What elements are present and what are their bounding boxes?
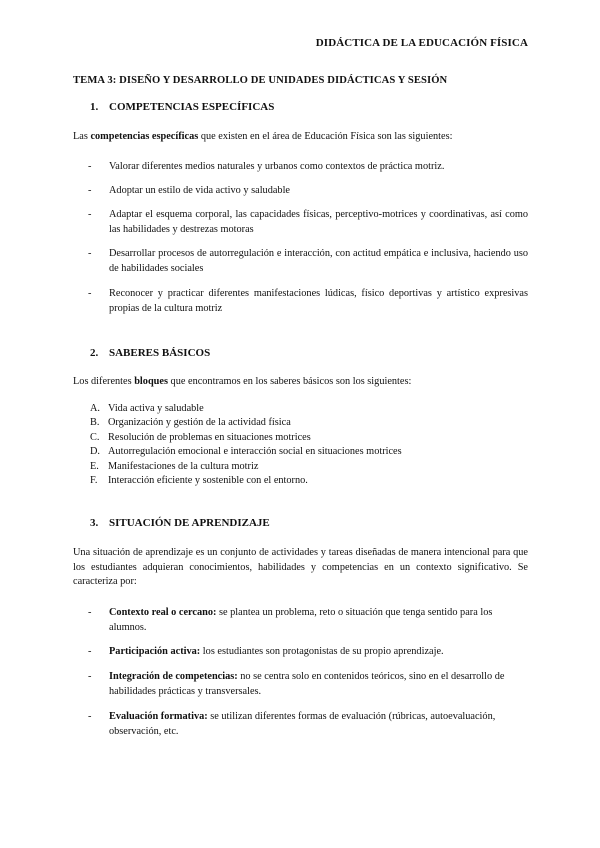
- intro-text: Las: [73, 131, 91, 142]
- section-1-number: 1.: [90, 101, 99, 113]
- section-3-title: SITUACIÓN DE APRENDIZAJE: [109, 517, 270, 529]
- section-3-heading: [90, 517, 270, 529]
- bullet-marker: -: [88, 646, 92, 657]
- running-header: DIDÁCTICA DE LA EDUCACIÓN FÍSICA: [315, 37, 528, 49]
- list-item-text: Interacción eficiente y sostenible con el entorno.: [108, 475, 308, 486]
- list-item: [90, 474, 308, 489]
- section-3-intro: Una situación de aprendizaje es un conjunto de actividades y tareas diseñadas de manera intencional para que los estudiantes adquieran conocimientos, habilidades y competencias en un contexto significativo. Se caracteriza por:: [73, 547, 528, 587]
- list-item-text: se utilizan diferentes formas de evaluación (rúbricas, autoevaluación, observación, etc.: [109, 711, 496, 737]
- section-1-heading: [90, 101, 274, 113]
- section-2-heading: [90, 347, 210, 359]
- intro-text: que existen en el área de Educación Física son las siguientes:: [198, 131, 453, 142]
- bullet-marker: -: [88, 161, 92, 172]
- list-item: [88, 184, 528, 199]
- list-item: [88, 710, 528, 739]
- list-item: [90, 460, 258, 475]
- list-item: [88, 287, 528, 316]
- list-item-text: Organización y gestión de la actividad física: [108, 417, 291, 428]
- list-item-text: se plantea un problema, reto o situación que tenga sentido para los alumnos.: [109, 607, 493, 633]
- list-item-term: Participación activa:: [109, 646, 201, 657]
- intro-text: que encontramos en los saberes básicos son los siguientes:: [167, 376, 412, 387]
- list-item-term: Evaluación formativa:: [109, 711, 208, 722]
- bullet-marker: -: [88, 209, 92, 220]
- list-item-text: Adaptar el esquema corporal, las capacidades físicas, perceptivo-motrices y coordinativas, así como las habilidades y destrezas motoras: [109, 209, 528, 235]
- list-item-text: Manifestaciones de la cultura motriz: [108, 461, 259, 472]
- intro-text: Los diferentes: [73, 376, 135, 387]
- list-item-text: Adoptar un estilo de vida activo y saludable: [109, 185, 291, 196]
- list-item: [90, 445, 402, 460]
- list-letter: C.: [90, 432, 100, 443]
- section-2-number: 2.: [90, 347, 99, 359]
- bullet-marker: -: [88, 288, 92, 299]
- section-2-intro: [73, 375, 528, 390]
- list-letter: A.: [90, 403, 101, 414]
- list-item-text: Vida activa y saludable: [108, 403, 204, 414]
- bullet-marker: -: [88, 607, 92, 618]
- list-letter: D.: [90, 446, 101, 457]
- list-item-text: los estudiantes son protagonistas de su propio aprendizaje.: [200, 646, 444, 657]
- section-3-number: 3.: [90, 517, 99, 529]
- bullet-marker: -: [88, 711, 92, 722]
- list-item: [88, 670, 528, 699]
- list-item: [90, 402, 204, 417]
- bullet-marker: -: [88, 248, 92, 259]
- list-item-text: Autorregulación emocional e interacción social en situaciones motrices: [108, 446, 402, 457]
- list-item: [88, 606, 528, 635]
- list-item: [88, 160, 528, 175]
- list-item: [88, 208, 528, 237]
- list-item-text: no se centra solo en contenidos teóricos, sino en el desarrollo de habilidades prácticas y transversales.: [109, 671, 505, 697]
- section-1-intro: [73, 130, 528, 145]
- list-item-text: Desarrollar procesos de autorregulación e interacción, con actitud empática e inclusiva, haciendo uso de habilidades sociales: [109, 248, 528, 274]
- bullet-marker: -: [88, 185, 92, 196]
- bullet-marker: -: [88, 671, 92, 682]
- list-item: [90, 416, 291, 431]
- list-letter: E.: [90, 461, 99, 472]
- section-2-title: SABERES BÁSICOS: [109, 347, 211, 359]
- document-title: TEMA 3: DISEÑO Y DESARROLLO DE UNIDADES DIDÁCTICAS Y SESIÓN: [73, 75, 448, 86]
- list-item-term: Integración de competencias:: [109, 671, 238, 682]
- list-item-text: Resolución de problemas en situaciones motrices: [108, 432, 311, 443]
- list-item-text: Reconocer y practicar diferentes manifestaciones lúdicas, físico deportivas y artístico expresivas propias de la cultura motriz: [109, 288, 528, 314]
- intro-bold: bloques: [134, 376, 168, 387]
- list-item: [88, 247, 528, 276]
- intro-bold: competencias específicas: [90, 131, 199, 142]
- list-item: [88, 645, 528, 660]
- list-letter: B.: [90, 417, 100, 428]
- list-item-term: Contexto real o cercano:: [109, 607, 217, 618]
- list-item: [90, 431, 311, 446]
- list-item-text: Valorar diferentes medios naturales y urbanos como contextos de práctica motriz.: [109, 161, 445, 172]
- section-1-title: COMPETENCIAS ESPECÍFICAS: [109, 101, 275, 113]
- list-letter: F.: [90, 475, 98, 486]
